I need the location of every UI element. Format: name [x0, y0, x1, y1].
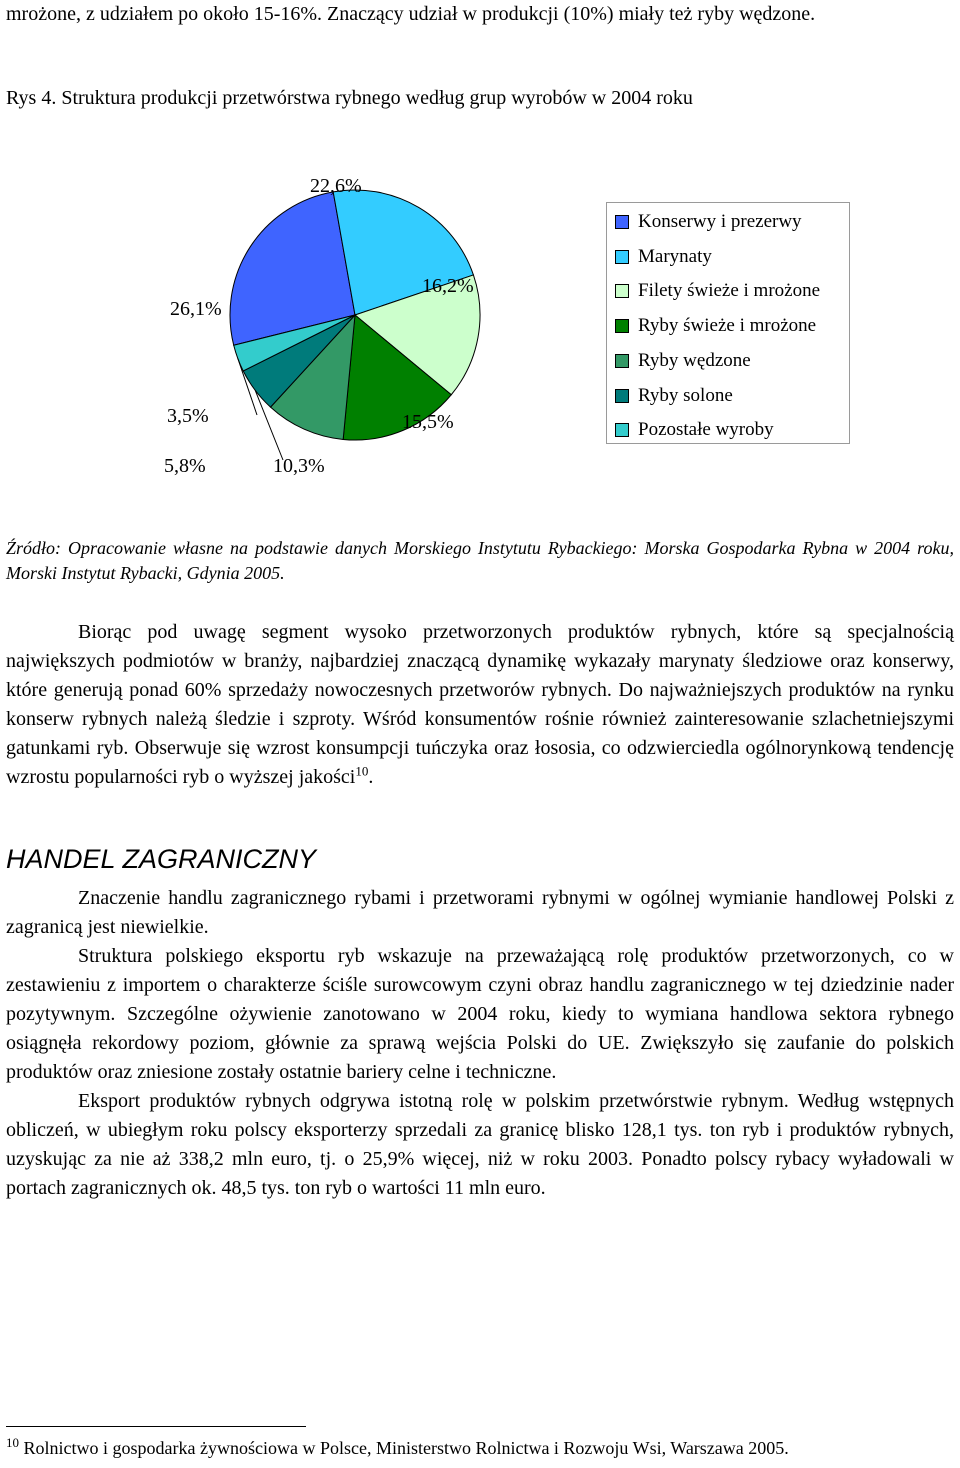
- pie-data-label: 3,5%: [167, 405, 209, 427]
- figure-source: Źródło: Opracowanie własne na podstawie danych Morskiego Instytutu Rybackiego: Morska Gospodarka Rybna w 2004 roku, Morski Instytut Rybacki, Gdynia 2005.: [6, 538, 954, 583]
- pie-data-label: 10,3%: [273, 455, 325, 477]
- legend-swatch: [615, 215, 629, 229]
- legend-item: [615, 385, 733, 407]
- chart-legend: [606, 202, 850, 444]
- legend-swatch: [615, 423, 629, 437]
- legend-swatch: [615, 284, 629, 298]
- footnote: [6, 1435, 789, 1461]
- pie-slices: [230, 190, 480, 440]
- legend-item: [615, 280, 820, 302]
- section-body: [6, 884, 954, 1203]
- figure-caption: Rys 4. Struktura produkcji przetwórstwa rybnego według grup wyrobów w 2004 roku: [6, 87, 693, 109]
- body-paragraph: [6, 618, 954, 792]
- legend-item: [615, 211, 802, 233]
- legend-label: Marynaty: [638, 245, 712, 267]
- legend-item: [615, 350, 751, 372]
- pie-data-label: 26,1%: [170, 298, 222, 320]
- legend-swatch: [615, 250, 629, 264]
- paragraph-text: Biorąc pod uwagę segment wysoko przetworzonych produktów rybnych, które są specjalnością największych podmiotów w branży, najbardziej znaczącą dynamikę wykazały marynaty śledziowe oraz konserwy, które generują ponad 60% sprzedaży nowoczesnych przetworów rybnych. Do najważniejszych produktów na rynku konserw rybnych należą śledzie i szproty. Wśród konsumentów rośnie również zainteresowanie szlachetniejszymi gatunkami ryb. Obserwuje się wzrost konsumpcji tuńczyka oraz łososia, co odzwierciedla ogólnorynkową tendencję wzrostu popularności ryb o wyższej jakości: [6, 621, 954, 788]
- legend-swatch: [615, 389, 629, 403]
- legend-label: Konserwy i prezerwy: [638, 211, 802, 232]
- body-paragraph: Struktura polskiego eksportu ryb wskazuje na przeważającą rolę produktów przetworzonych, co w zestawieniu z importem o charakterze ściśle surowcowym czyni obraz handlu zagranicznego w tej dziedzinie nader pozytywnym. Szczególne ożywienie zanotowano w 2004 roku, kiedy to wymiana handlowa sektora rybnego osiągnęła rekordowy poziom, głównie za sprawą wejścia Polski do UE. Zwiększyło się zaufanie do polskich produktów oraz zniesione zostały ostatnie bariery celne i techniczne.: [6, 945, 954, 1083]
- legend-label: Ryby solone: [638, 384, 733, 406]
- legend-item: [615, 246, 712, 268]
- pie-data-label: 22,6%: [310, 175, 362, 197]
- legend-swatch: [615, 354, 629, 368]
- footnote-reference: 10: [355, 763, 369, 779]
- pie-data-label: 16,2%: [422, 275, 474, 297]
- legend-label: Filety świeże i mrożone: [638, 280, 821, 302]
- legend-item: [615, 315, 816, 337]
- legend-item: [615, 419, 774, 441]
- section-heading: HANDEL ZAGRANICZNY: [6, 844, 317, 874]
- paragraph-end: .: [368, 766, 374, 788]
- footnote-separator: [6, 1426, 306, 1427]
- pie-data-label: 15,5%: [402, 411, 454, 433]
- footnote-text: Rolnictwo i gospodarka żywnościowa w Polsce, Ministerstwo Rolnictwa i Rozwoju Wsi, Warszawa 2005.: [19, 1438, 789, 1458]
- body-paragraph: Eksport produktów rybnych odgrywa istotną rolę w polskim przetwórstwie rybnym. Według wstępnych obliczeń, w ubiegłym roku polscy eksporterzy sprzedali za granicę blisko 128,1 tys. ton ryb i produktów rybnych, uzyskując za nie aż 338,2 mln euro, tj. o 25,9% więcej, niż w roku 2003. Ponadto polscy rybacy wyładowali w portach zagranicznych ok. 48,5 tys. ton ryb o wartości 11 mln euro.: [6, 1090, 954, 1199]
- body-paragraph: Znaczenie handlu zagranicznego rybami i przetworami rybnymi w ogólnej wymianie handlowej Polski z zagranicą jest niewielkie.: [6, 887, 954, 938]
- pie-data-label: 5,8%: [164, 455, 206, 477]
- intro-text: mrożone, z udziałem po około 15-16%. Znaczący udział w produkcji (10%) miały też ryby wędzone.: [6, 3, 816, 25]
- legend-swatch: [615, 319, 629, 333]
- legend-label: Ryby wędzone: [638, 349, 751, 371]
- legend-label: Ryby świeże i mrożone: [638, 315, 817, 337]
- footnote-number: 10: [6, 1435, 19, 1450]
- legend-label: Pozostałe wyroby: [638, 419, 774, 441]
